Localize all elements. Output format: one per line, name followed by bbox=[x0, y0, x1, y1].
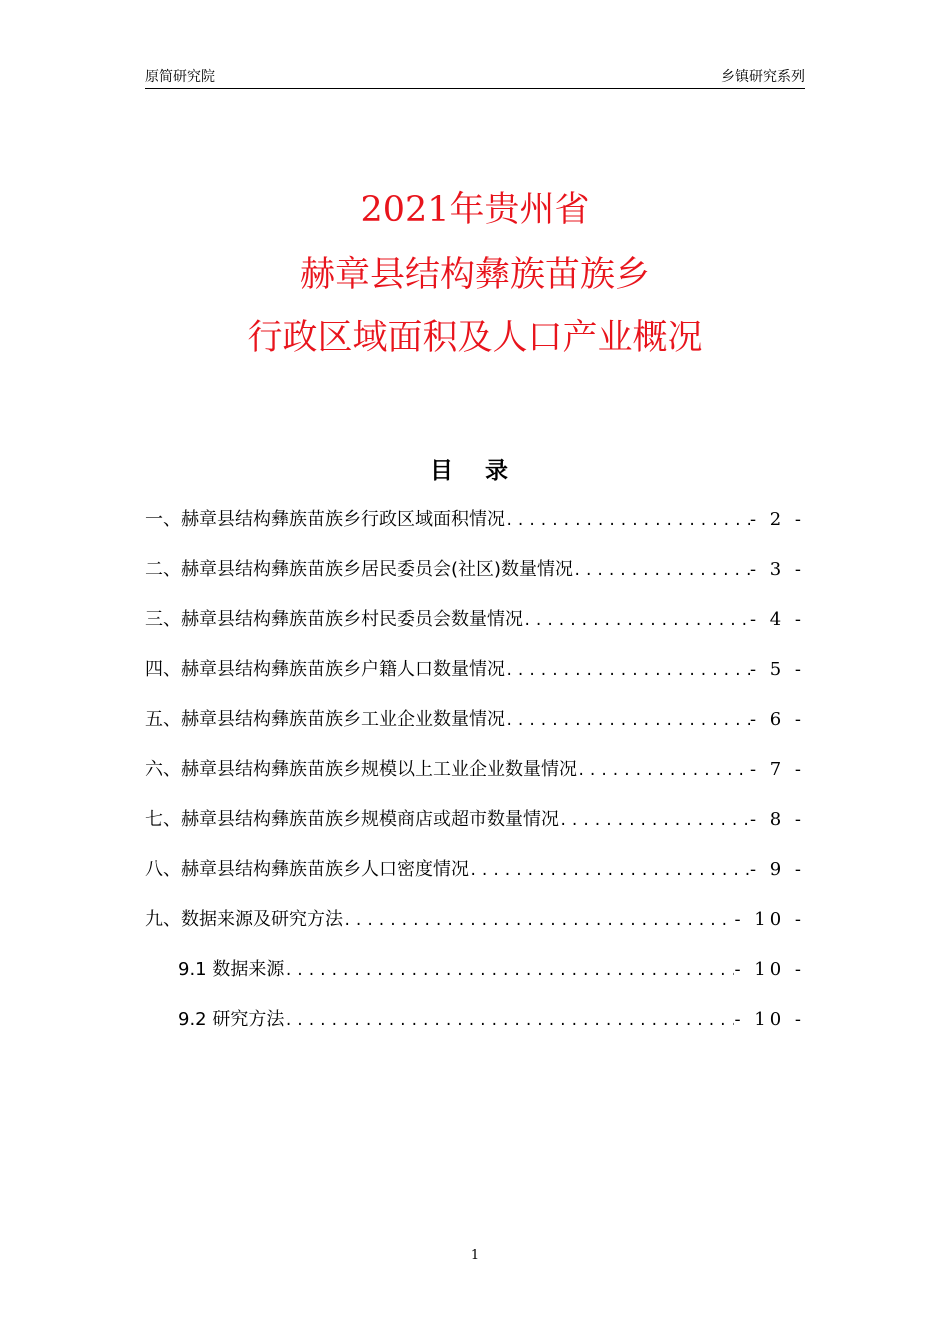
toc-dot-leader bbox=[505, 663, 750, 679]
toc-entry[interactable] bbox=[145, 705, 805, 737]
toc-dot-leader bbox=[559, 813, 750, 829]
header-left-text: 原简研究院 bbox=[145, 69, 215, 85]
toc-dot-leader bbox=[469, 863, 750, 879]
toc-entry[interactable] bbox=[145, 505, 805, 537]
toc-entry[interactable] bbox=[145, 655, 805, 687]
toc-entry-page: - 10 - bbox=[734, 909, 805, 930]
toc-subentry[interactable] bbox=[145, 955, 805, 987]
toc-entry[interactable] bbox=[145, 755, 805, 787]
toc-entry[interactable] bbox=[145, 555, 805, 587]
toc-dot-leader bbox=[573, 563, 750, 579]
toc-entry-page: - 3 - bbox=[749, 559, 805, 580]
toc-dot-leader bbox=[343, 913, 734, 929]
toc-entry[interactable] bbox=[145, 855, 805, 887]
toc-entry-label: 八、赫章县结构彝族苗族乡人口密度情况 bbox=[145, 859, 469, 880]
toc-entry-page: - 2 - bbox=[749, 509, 805, 530]
toc-entry-page: - 9 - bbox=[749, 859, 805, 880]
toc-entry-label: 三、赫章县结构彝族苗族乡村民委员会数量情况 bbox=[145, 609, 523, 630]
toc-entry-label: 四、赫章县结构彝族苗族乡户籍人口数量情况 bbox=[145, 659, 505, 680]
toc-dot-leader bbox=[284, 963, 734, 979]
toc-entry-label: 七、赫章县结构彝族苗族乡规模商店或超市数量情况 bbox=[145, 809, 559, 830]
toc-entry[interactable] bbox=[145, 605, 805, 637]
toc-entry[interactable] bbox=[145, 905, 805, 937]
toc-entry-page: - 7 - bbox=[749, 759, 805, 780]
toc-entry-label: 9.1 数据来源 bbox=[178, 959, 285, 980]
toc-entry-page: - 4 - bbox=[749, 609, 805, 630]
toc-entry-page: - 5 - bbox=[749, 659, 805, 680]
toc-entry-label: 六、赫章县结构彝族苗族乡规模以上工业企业数量情况 bbox=[145, 759, 577, 780]
toc-dot-leader bbox=[577, 763, 750, 779]
toc-dot-leader bbox=[505, 713, 750, 729]
toc-entry-page: - 8 - bbox=[749, 809, 805, 830]
page-header bbox=[145, 64, 805, 89]
toc-dot-leader bbox=[523, 613, 750, 629]
toc-heading: 目 录 bbox=[429, 458, 520, 484]
toc-dot-leader bbox=[284, 1013, 734, 1029]
toc-entry-label: 九、数据来源及研究方法 bbox=[145, 909, 343, 930]
page-number: 1 bbox=[470, 1248, 480, 1263]
header-right-text: 乡镇研究系列 bbox=[721, 69, 805, 85]
document-title-line-3: 行政区域面积及人口产业概况 bbox=[247, 318, 703, 358]
toc-entry-page: - 6 - bbox=[749, 709, 805, 730]
toc-dot-leader bbox=[505, 513, 750, 529]
toc-entry-label: 二、赫章县结构彝族苗族乡居民委员会(社区)数量情况 bbox=[145, 559, 574, 580]
toc-subentry[interactable] bbox=[145, 1005, 805, 1037]
toc-entry-label: 五、赫章县结构彝族苗族乡工业企业数量情况 bbox=[145, 709, 505, 730]
toc-entry-label: 9.2 研究方法 bbox=[178, 1009, 285, 1030]
document-title-line-2: 赫章县结构彝族苗族乡 bbox=[299, 255, 650, 295]
toc-entry-page: - 10 - bbox=[734, 959, 805, 980]
toc-entry[interactable] bbox=[145, 805, 805, 837]
toc-entry-label: 一、赫章县结构彝族苗族乡行政区域面积情况 bbox=[145, 509, 505, 530]
document-title-line-1: 2021年贵州省 bbox=[360, 190, 590, 230]
toc-entry-page: - 10 - bbox=[734, 1009, 805, 1030]
